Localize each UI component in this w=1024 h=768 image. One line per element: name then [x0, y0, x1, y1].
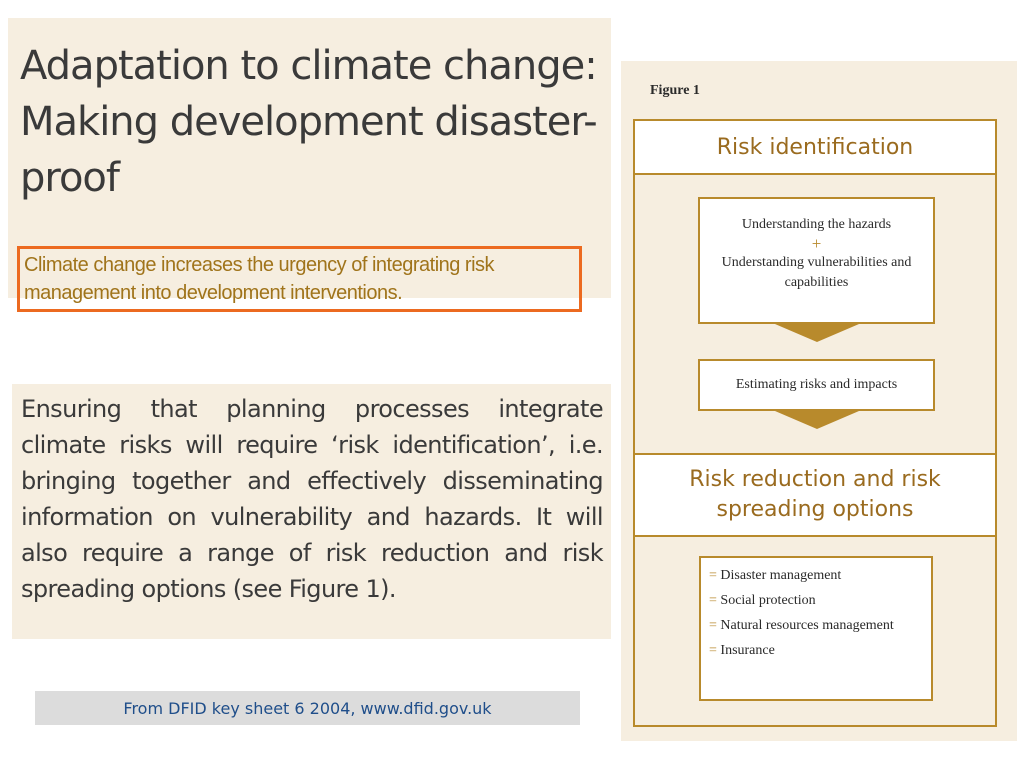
list-item — [709, 641, 931, 661]
understanding-box — [698, 197, 935, 324]
figure-label: Figure 1 — [650, 83, 700, 98]
title-panel — [8, 18, 611, 304]
vulnerabilities-text: Understanding vulnerabilities and capabilities — [721, 255, 912, 290]
stage-risk-reduction-label: Risk reduction and risk spreading options — [689, 467, 941, 522]
options-box — [699, 556, 933, 701]
down-arrow-icon — [775, 324, 859, 342]
stage-risk-reduction — [633, 453, 997, 537]
bullet-marker: = — [709, 593, 717, 608]
bullet-marker: = — [709, 568, 717, 583]
estimating-box — [698, 359, 935, 411]
list-item — [709, 591, 931, 611]
bullet-marker: = — [709, 618, 717, 633]
list-item — [709, 566, 931, 586]
option-label: Social protection — [720, 593, 816, 608]
option-label: Disaster management — [720, 568, 842, 583]
body-panel — [12, 384, 611, 639]
option-label: Insurance — [720, 643, 775, 658]
list-item — [709, 616, 931, 636]
highlighted-subtitle-box — [17, 246, 582, 312]
article-title: Adaptation to climate change: Making development disaster-proof — [20, 43, 597, 201]
source-citation: From DFID key sheet 6 2004, www.dfid.gov.uk — [35, 691, 580, 725]
body-paragraph: Ensuring that planning processes integrate climate risks will require ‘risk identification’, i.e. bringing together and effectively disseminating information on vulnerability and hazards. It will also require a range of risk reduction and risk spreading options (see Figure 1). — [21, 395, 603, 603]
estimating-text: Estimating risks and impacts — [735, 377, 898, 392]
down-arrow-icon — [775, 411, 859, 429]
bullet-marker: = — [709, 643, 717, 658]
option-label: Natural resources management — [720, 618, 894, 633]
hazards-text: Understanding the hazards — [741, 217, 892, 232]
figure-1 — [621, 61, 1017, 741]
article-subtitle: Climate change increases the urgency of integrating risk management into development interventions. — [24, 254, 495, 304]
plus-sign: + — [811, 234, 822, 253]
stage-risk-identification: Risk identification — [633, 119, 997, 175]
